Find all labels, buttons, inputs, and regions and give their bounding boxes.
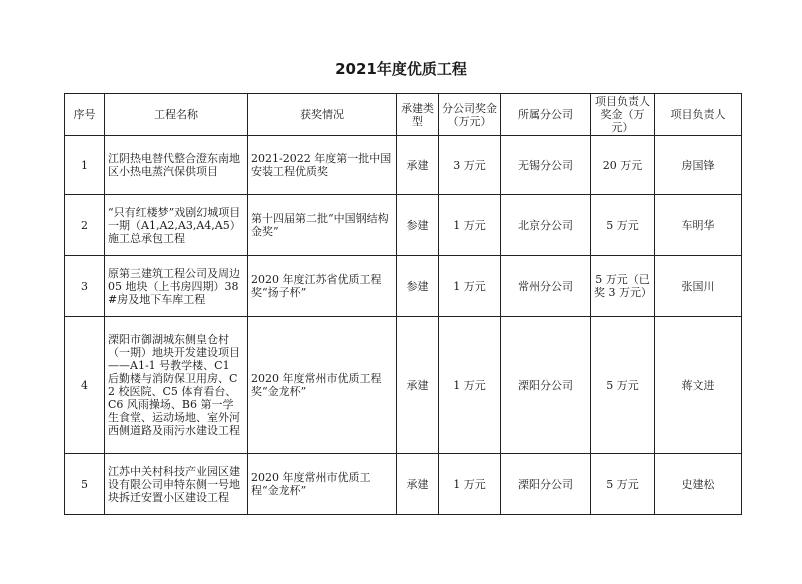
cell-award: 2020 年度江苏省优质工程奖“扬子杯” — [248, 256, 397, 317]
cell-name: 江苏中关村科技产业园区建设有限公司申特东侧一号地块拆迁安置小区建设工程 — [105, 454, 248, 515]
cell-pm-bonus: 5 万元（已奖 3 万元） — [591, 256, 655, 317]
cell-branch-bonus: 1 万元 — [439, 317, 501, 454]
cell-pm: 张国川 — [655, 256, 742, 317]
header-branch-bonus: 分公司奖金（万元） — [439, 94, 501, 136]
header-pm: 项目负责人 — [655, 94, 742, 136]
header-type: 承建类型 — [397, 94, 439, 136]
cell-name: 原第三建筑工程公司及周边 05 地块（上书房四期）38#房及地下车库工程 — [105, 256, 248, 317]
awards-table — [64, 93, 742, 515]
cell-no: 2 — [65, 195, 105, 256]
cell-pm: 房国锋 — [655, 136, 742, 195]
header-pm-bonus: 项目负责人奖金（万元） — [591, 94, 655, 136]
cell-type: 承建 — [397, 317, 439, 454]
page-title: 2021年度优质工程 — [335, 60, 467, 78]
cell-pm-bonus: 5 万元 — [591, 454, 655, 515]
cell-type: 参建 — [397, 256, 439, 317]
cell-branch: 无锡分公司 — [501, 136, 591, 195]
cell-branch-bonus: 1 万元 — [439, 195, 501, 256]
cell-pm-bonus: 20 万元 — [591, 136, 655, 195]
cell-branch-bonus: 3 万元 — [439, 136, 501, 195]
cell-pm: 史建松 — [655, 454, 742, 515]
cell-name: “只有红楼梦”戏剧幻城项目一期（A1,A2,A3,A4,A5）施工总承包工程 — [105, 195, 248, 256]
cell-branch: 北京分公司 — [501, 195, 591, 256]
cell-type: 参建 — [397, 195, 439, 256]
cell-branch: 溧阳分公司 — [501, 454, 591, 515]
table-row — [65, 256, 742, 317]
cell-name: 溧阳市御湖城东侧皇仓村（一期）地块开发建设项目——A1-1 号教学楼、C1 后勤楼与消防保卫用房、C2 校医院、C5 体育看台、C6 风雨操场、B6 第一学生食堂、运动场地、室外河西侧道路及雨污水建设工程 — [105, 317, 248, 454]
cell-pm-bonus: 5 万元 — [591, 317, 655, 454]
table-row — [65, 195, 742, 256]
cell-award: 2020 年度常州市优质工程“金龙杯” — [248, 454, 397, 515]
header-branch: 所属分公司 — [501, 94, 591, 136]
cell-no: 5 — [65, 454, 105, 515]
cell-branch-bonus: 1 万元 — [439, 256, 501, 317]
table-row — [65, 454, 742, 515]
cell-pm: 蒋文进 — [655, 317, 742, 454]
cell-branch: 常州分公司 — [501, 256, 591, 317]
cell-type: 承建 — [397, 136, 439, 195]
cell-no: 4 — [65, 317, 105, 454]
header-name: 工程名称 — [105, 94, 248, 136]
cell-award: 第十四届第二批“中国钢结构金奖” — [248, 195, 397, 256]
cell-no: 1 — [65, 136, 105, 195]
table-row — [65, 317, 742, 454]
cell-branch: 溧阳分公司 — [501, 317, 591, 454]
cell-award: 2021-2022 年度第一批中国安装工程优质奖 — [248, 136, 397, 195]
cell-type: 承建 — [397, 454, 439, 515]
table-row — [65, 136, 742, 195]
cell-pm-bonus: 5 万元 — [591, 195, 655, 256]
header-no: 序号 — [65, 94, 105, 136]
cell-name: 江阴热电替代整合澄东南地区小热电蒸汽保供项目 — [105, 136, 248, 195]
header-award: 获奖情况 — [248, 94, 397, 136]
cell-pm: 车明华 — [655, 195, 742, 256]
cell-no: 3 — [65, 256, 105, 317]
cell-branch-bonus: 1 万元 — [439, 454, 501, 515]
table-header-row — [65, 94, 742, 136]
cell-award: 2020 年度常州市优质工程奖“金龙杯” — [248, 317, 397, 454]
